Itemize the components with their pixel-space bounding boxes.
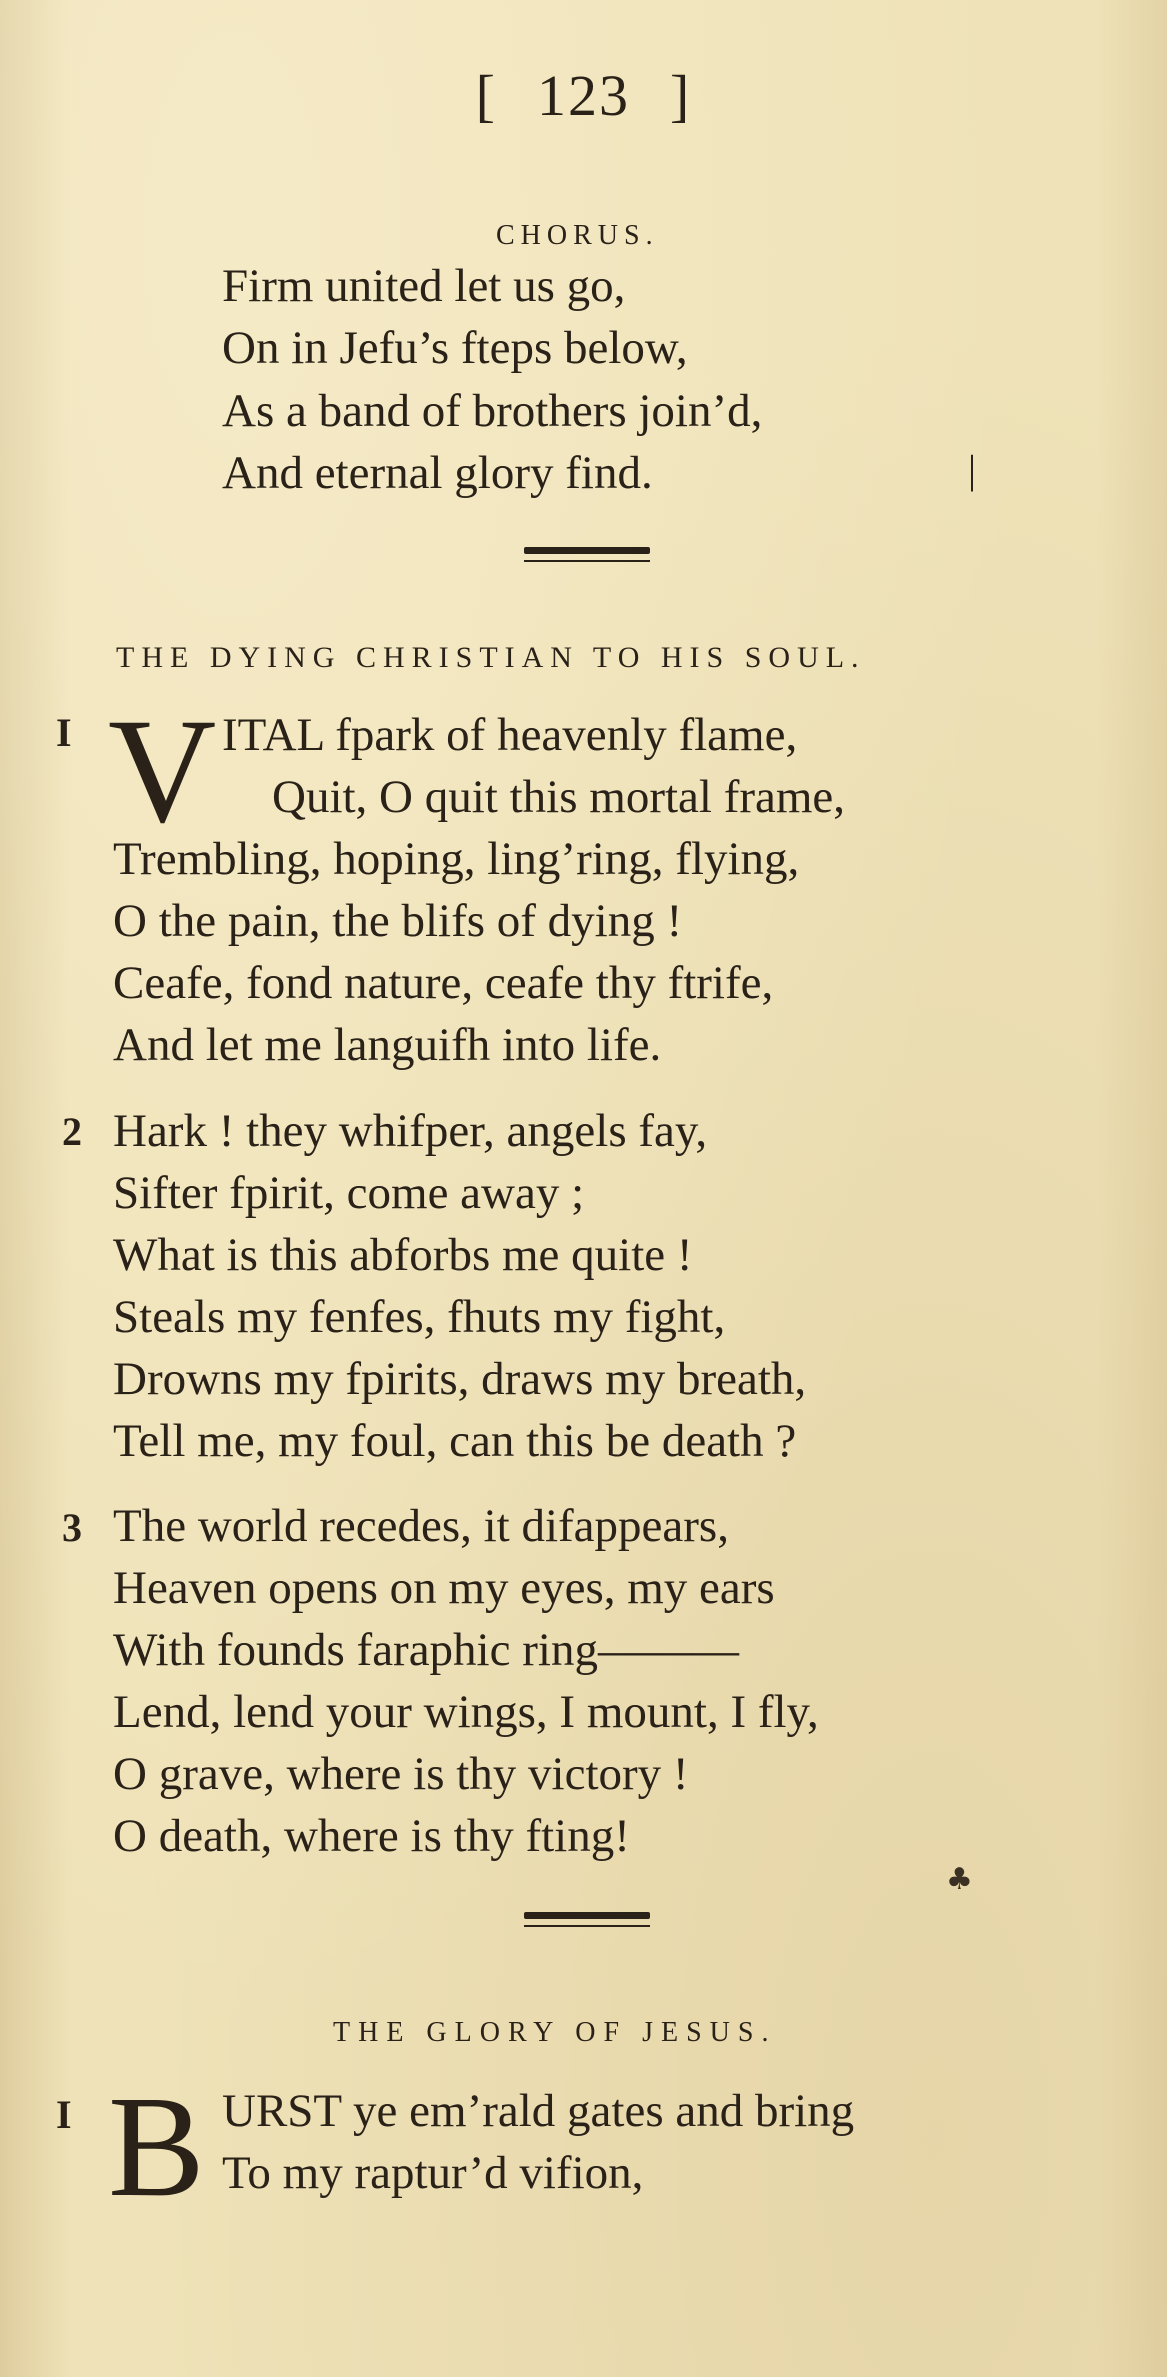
verse3-line-1: The world recedes, it difappears,: [113, 1500, 729, 1552]
chorus-line-3: As a band of brothers join’d,: [222, 385, 763, 437]
chorus-margin-mark: |: [968, 447, 977, 492]
verse3-line-5: O grave, where is thy victory !: [113, 1748, 689, 1800]
hymn2-verse1-line-1: URST ye em’rald gates and bring: [222, 2085, 855, 2137]
drop-cap-b: B: [108, 2067, 205, 2227]
ornament-mark: ♣: [946, 1862, 973, 1897]
section-divider-rule-2: [524, 1912, 650, 1933]
verse2-line-4: Steals my fenfes, fhuts my fight,: [113, 1291, 726, 1343]
header-right-bracket: ]: [670, 63, 692, 128]
verse1-line-6: And let me languifh into life.: [113, 1019, 662, 1071]
chorus-line-4: And eternal glory find.: [222, 447, 653, 499]
drop-cap-v: V: [108, 688, 217, 854]
chorus-line-2: On in Jefu’s fteps below,: [222, 322, 688, 374]
verse1-line-1: ITAL fpark of heavenly flame,: [222, 709, 798, 761]
verse3-line-4: Lend, lend your wings, I mount, I fly,: [113, 1686, 819, 1738]
verse1-line-2: Quit, O quit this mortal frame,: [272, 771, 846, 823]
page-header: [0, 62, 1167, 129]
hymn2-verse1-line-2: To my raptur’d vifion,: [222, 2147, 644, 2199]
verse2-line-1: Hark ! they whifper, angels fay,: [113, 1105, 708, 1157]
verse2-line-5: Drowns my fpirits, draws my breath,: [113, 1353, 807, 1405]
verse2-line-6: Tell me, my foul, can this be death ?: [113, 1415, 797, 1467]
hymn-title-dying-christian: THE DYING CHRISTIAN TO HIS SOUL.: [116, 641, 866, 674]
verse1-line-4: O the pain, the blifs of dying !: [113, 895, 683, 947]
hymn2-verse-number-1: I: [56, 2092, 72, 2137]
page-number: 123: [537, 63, 630, 128]
verse-number-2: 2: [62, 1109, 82, 1154]
verse2-line-2: Sifter fpirit, come away ;: [113, 1167, 585, 1219]
verse3-line-3: With founds faraphic ring———: [113, 1624, 739, 1676]
verse2-line-3: What is this abforbs me quite !: [113, 1229, 693, 1281]
verse-number-3: 3: [62, 1505, 82, 1550]
hymn-title-glory-of-jesus: THE GLORY OF JESUS.: [333, 2017, 777, 2048]
section-divider-rule: [524, 547, 650, 568]
verse3-line-6: O death, where is thy fting!: [113, 1810, 630, 1862]
verse3-line-2: Heaven opens on my eyes, my ears: [113, 1562, 775, 1614]
chorus-line-1: Firm united let us go,: [222, 260, 626, 312]
verse1-line-5: Ceafe, fond nature, ceafe thy ftrife,: [113, 957, 774, 1009]
chorus-heading: CHORUS.: [496, 220, 659, 251]
header-left-bracket: [: [475, 63, 497, 128]
verse-number-1: I: [56, 710, 72, 755]
verse1-line-3: Trembling, hoping, ling’ring, flying,: [113, 833, 800, 885]
